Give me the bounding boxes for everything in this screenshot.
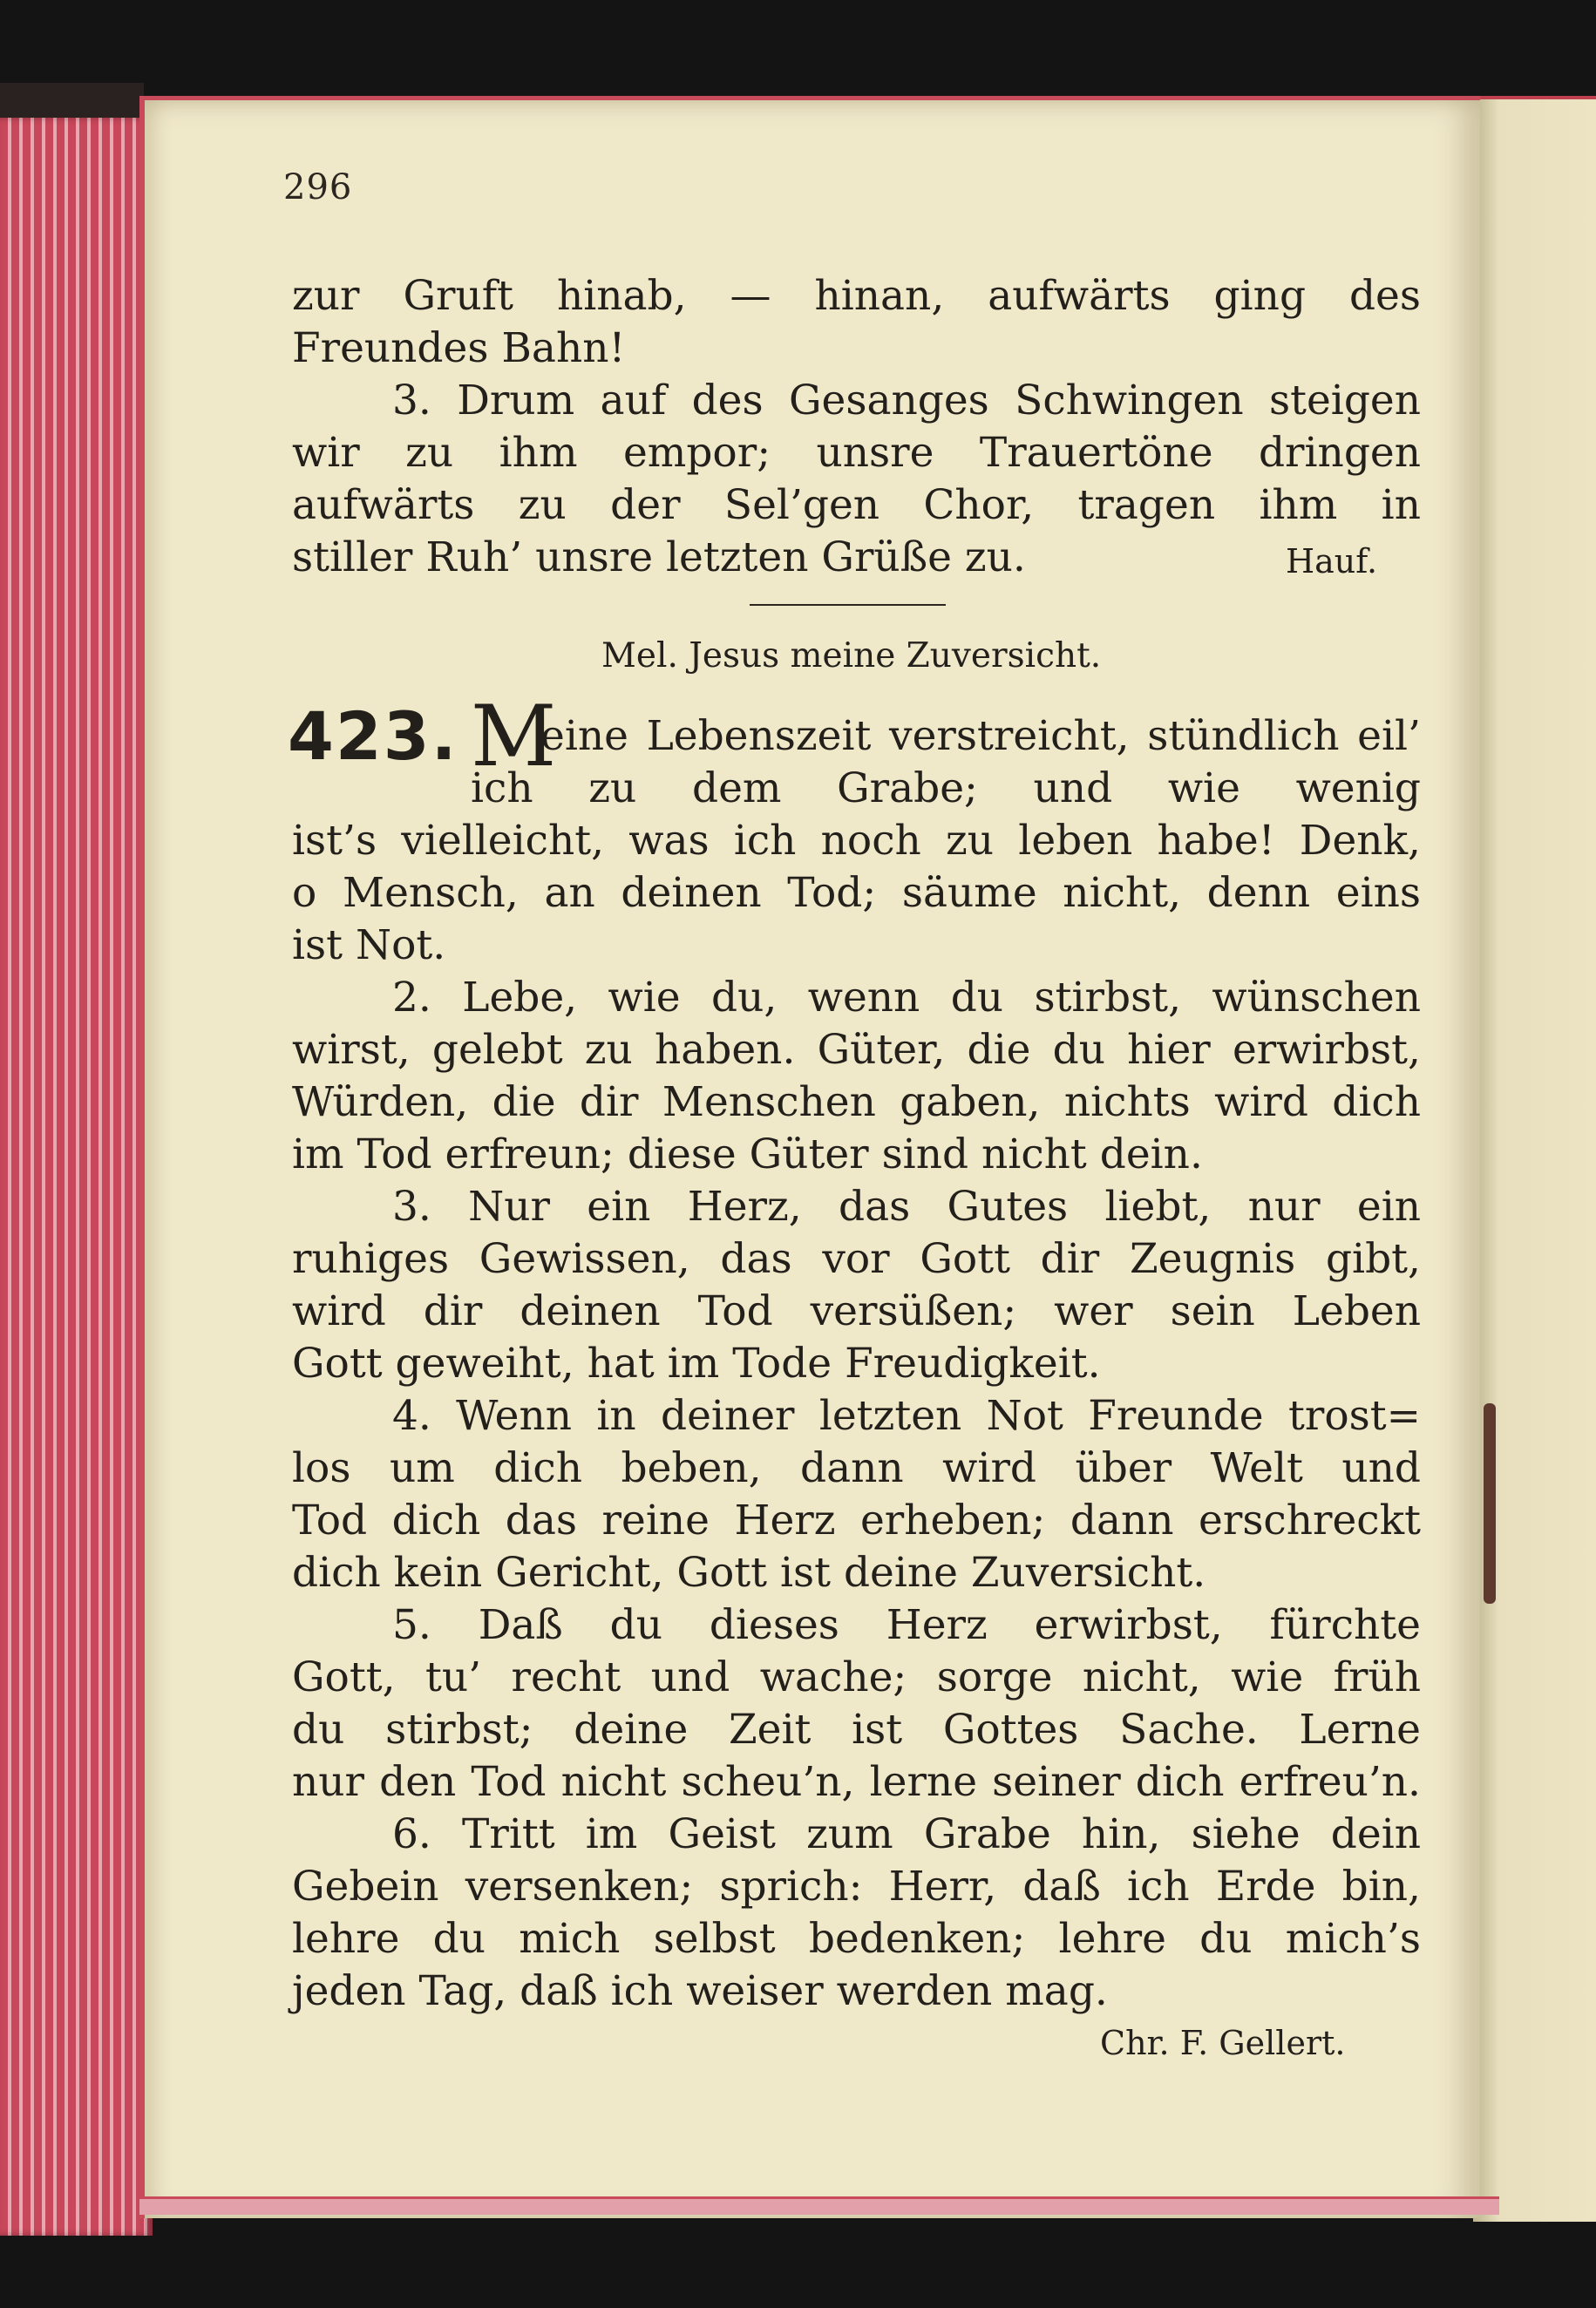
drop-cap: M (471, 688, 557, 785)
hymn-first-line: eine Lebenszeit verstreicht, stündlich eil’ (540, 712, 1421, 760)
text-line: wird dir deinen Tod versüßen; wer sein Leben (292, 1287, 1421, 1335)
section-divider (750, 604, 946, 606)
text-line: ist’s vielleicht, was ich noch zu leben habe! Denk, (292, 817, 1421, 865)
page-number: 296 (283, 167, 353, 207)
text-line: Gebein versenken; sprich: Herr, daß ich Erde bin, (292, 1863, 1421, 1911)
text-line: lehre du mich selbst bedenken; lehre du mich’s (292, 1915, 1421, 1963)
text-line: nur den Tod nicht scheu’n, lerne seiner dich erfreu’n. (292, 1758, 1421, 1806)
hymn-number: 423. (288, 697, 458, 775)
page-bottom-edge (139, 2196, 1499, 2215)
text-line: o Mensch, an deinen Tod; säume nicht, denn eins (292, 869, 1421, 917)
stanza-start-line: 3. Drum auf des Gesanges Schwingen steigen (392, 377, 1421, 424)
text-line: stiller Ruh’ unsre letzten Grüße zu. (292, 533, 1026, 581)
stanza-start-line: 5. Daß du dieses Herz erwirbst, fürchte (392, 1601, 1421, 1649)
text-line: wir zu ihm empor; unsre Trauertöne dringen (292, 429, 1421, 477)
text-line: jeden Tag, daß ich weiser werden mag. (292, 1967, 1108, 2015)
text-line: dich kein Gericht, Gott ist deine Zuversicht. (292, 1549, 1206, 1597)
text-line: aufwärts zu der Sel’gen Chor, tragen ihm in (292, 481, 1421, 529)
text-line: zur Gruft hinab, — hinan, aufwärts ging des (292, 272, 1421, 320)
text-line: Gott geweiht, hat im Tode Freudigkeit. (292, 1340, 1101, 1388)
text-line: Tod dich das reine Herz erheben; dann erschreckt (292, 1497, 1421, 1544)
stanza-start-line: 3. Nur ein Herz, das Gutes liebt, nur ein (392, 1183, 1421, 1231)
stanza-start-line: 2. Lebe, wie du, wenn du stirbst, wünschen (392, 974, 1421, 1022)
text-line: ich zu dem Grabe; und wie wenig (471, 764, 1421, 812)
page-edge-stack (0, 118, 153, 2236)
facing-page (1473, 96, 1596, 2222)
text-line: wirst, gelebt zu haben. Güter, die du hier erwirbst, (292, 1026, 1421, 1074)
text-line: Würden, die dir Menschen gaben, nichts wird dich (292, 1078, 1421, 1126)
text-line: ruhiges Gewissen, das vor Gott dir Zeugnis gibt, (292, 1235, 1421, 1283)
text-line: Gott, tu’ recht und wache; sorge nicht, wie früh (292, 1653, 1421, 1701)
text-line: ist Not. (292, 921, 446, 969)
melody-reference: Mel. Jesus meine Zuversicht. (601, 636, 1102, 675)
stanza-start-line: 6. Tritt im Geist zum Grabe hin, siehe dein (392, 1810, 1421, 1858)
binding-thread (1484, 1403, 1496, 1604)
author-attribution: Hauf. (1286, 542, 1378, 580)
text-line: Freundes Bahn! (292, 324, 626, 372)
stanza-start-line: 4. Wenn in deiner letzten Not Freunde trost= (392, 1392, 1421, 1440)
text-line: im Tod erfreun; diese Güter sind nicht dein. (292, 1130, 1203, 1178)
text-line: los um dich beben, dann wird über Welt und (292, 1444, 1421, 1492)
author-attribution: Chr. F. Gellert. (1100, 2024, 1346, 2062)
text-line: du stirbst; deine Zeit ist Gottes Sache. Lerne (292, 1706, 1421, 1754)
